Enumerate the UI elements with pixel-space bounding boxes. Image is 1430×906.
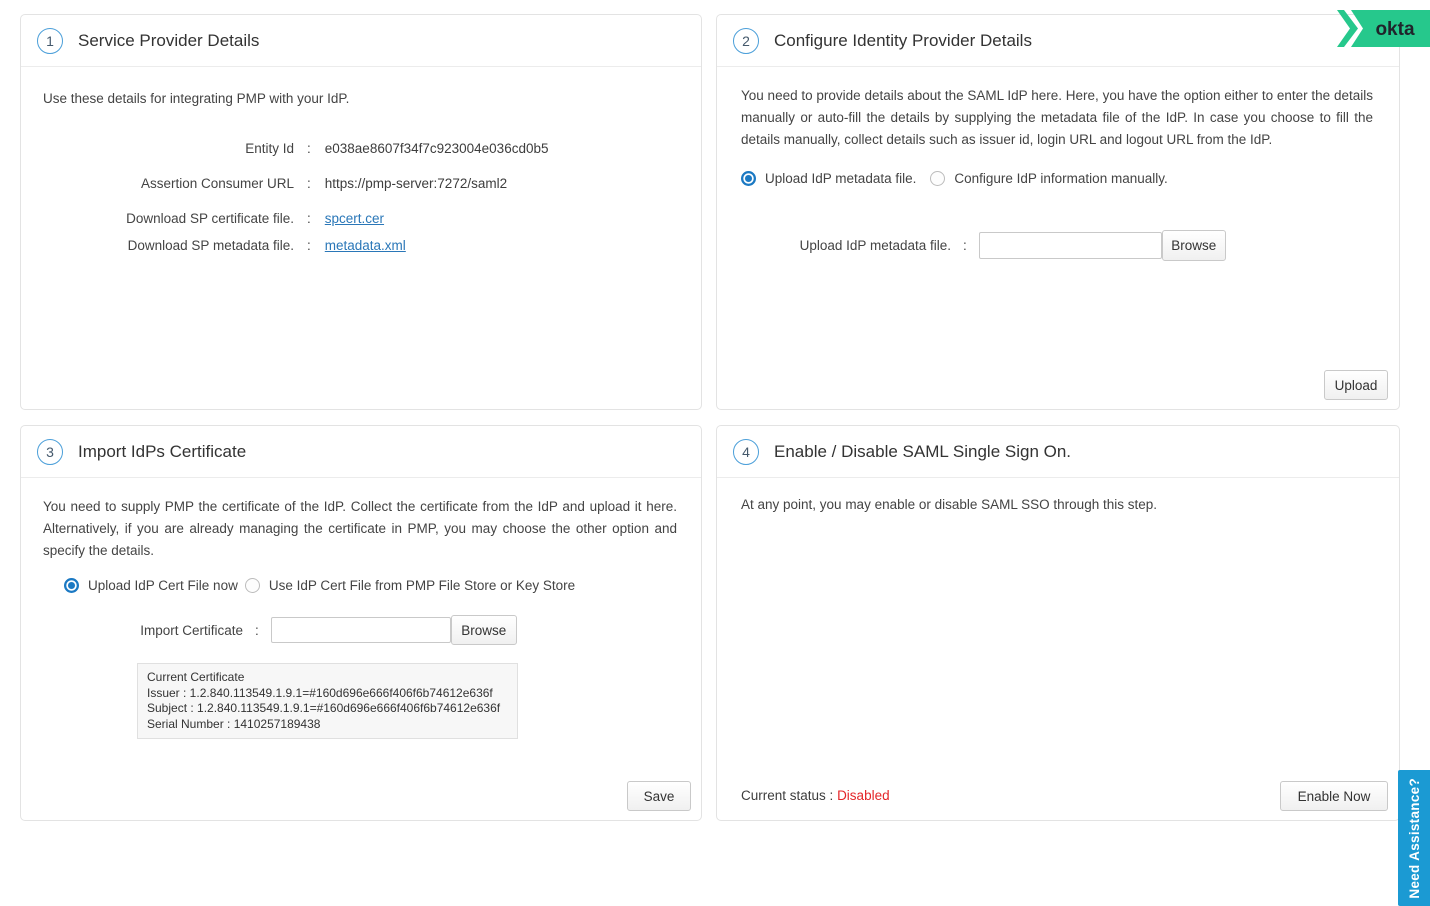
sp-detail-rows xyxy=(21,138,701,255)
step-number: 3 xyxy=(46,443,54,460)
import-certificate-browse-button[interactable]: Browse xyxy=(451,615,517,645)
sp-metadata-download-link[interactable]: metadata.xml xyxy=(324,237,406,253)
assertion-consumer-url-value: https://pmp-server:7272/saml2 xyxy=(324,175,508,191)
service-provider-panel xyxy=(20,14,702,410)
status-badge: Disabled xyxy=(837,788,890,803)
panel-header xyxy=(717,426,1399,478)
separator-colon: : xyxy=(307,140,311,156)
current-status-label: Current status : xyxy=(741,788,834,803)
idp-config-mode-radio-group xyxy=(741,171,1399,186)
step-number: 4 xyxy=(742,443,750,460)
upload-cert-file-radio-label[interactable]: Upload IdP Cert File now xyxy=(88,578,238,593)
upload-metadata-radio[interactable] xyxy=(741,171,756,186)
save-button[interactable]: Save xyxy=(627,781,691,811)
import-certificate-panel xyxy=(20,425,702,821)
okta-ribbon-shape xyxy=(1337,10,1430,47)
idp-metadata-browse-button[interactable]: Browse xyxy=(1162,230,1226,261)
separator-colon: : xyxy=(307,210,311,226)
enable-disable-sso-panel xyxy=(716,425,1400,821)
sp-certificate-row xyxy=(21,208,701,228)
panel-header xyxy=(21,15,701,67)
panel-header xyxy=(717,15,1399,67)
step-number-badge xyxy=(733,439,759,465)
step-number: 1 xyxy=(46,32,54,49)
entity-id-row xyxy=(21,138,701,158)
import-certificate-label: Import Certificate xyxy=(140,622,243,638)
okta-ribbon xyxy=(1337,10,1430,47)
certificate-subject: Subject : 1.2.840.113549.1.9.1=#160d696e666f406f6b74612e636f xyxy=(147,701,501,715)
upload-metadata-radio-label[interactable]: Upload IdP metadata file. xyxy=(765,171,917,186)
step-number-badge xyxy=(733,28,759,54)
entity-id-value: e038ae8607f34f7c923004e036cd0b5 xyxy=(324,140,549,156)
panel-title: Service Provider Details xyxy=(78,30,260,50)
panel-header xyxy=(21,426,701,478)
identity-provider-panel xyxy=(716,14,1400,410)
panel-title: Configure Identity Provider Details xyxy=(774,30,1032,50)
okta-logo-text: okta xyxy=(1375,19,1415,40)
use-cert-from-store-radio-label[interactable]: Use IdP Cert File from PMP File Store or Key Store xyxy=(268,578,576,593)
sp-metadata-row xyxy=(21,235,701,255)
panel-intro: At any point, you may enable or disable SAML SSO through this step. xyxy=(741,497,1157,512)
sp-certificate-label: Download SP certificate file. xyxy=(126,210,294,226)
sp-metadata-label: Download SP metadata file. xyxy=(127,237,294,253)
idp-metadata-file-input[interactable] xyxy=(979,232,1162,259)
separator-colon: : xyxy=(963,238,967,253)
enable-now-button[interactable]: Enable Now xyxy=(1280,781,1388,811)
step-number-badge xyxy=(37,28,63,54)
current-status-row xyxy=(741,788,890,803)
upload-cert-file-radio[interactable] xyxy=(64,578,79,593)
assertion-consumer-url-label: Assertion Consumer URL xyxy=(140,175,294,191)
step-number-badge xyxy=(37,439,63,465)
import-certificate-row xyxy=(21,615,701,645)
certificate-serial-number: Serial Number : 1410257189438 xyxy=(147,716,321,731)
assertion-consumer-url-row xyxy=(21,173,701,193)
panel-intro: Use these details for integrating PMP with your IdP. xyxy=(43,91,350,106)
idp-metadata-upload-row xyxy=(717,230,1399,261)
panel-intro: You need to provide details about the SAML IdP here. Here, you have the option either to enter the details manually or auto-fill the details by supplying the metadata file of the IdP. In case you choose to fill the details manually, collect details such as issuer id, login URL and logout URL from the IdP. xyxy=(741,88,1373,147)
configure-manually-radio-label[interactable]: Configure IdP information manually. xyxy=(954,171,1168,186)
sp-certificate-download-link[interactable]: spcert.cer xyxy=(324,210,385,226)
separator-colon: : xyxy=(307,237,311,253)
upload-button[interactable]: Upload xyxy=(1324,370,1388,400)
need-assistance-tab[interactable] xyxy=(1398,770,1430,906)
certificate-issuer: Issuer : 1.2.840.113549.1.9.1=#160d696e666f406f6b74612e636f xyxy=(147,685,493,700)
panel-intro: You need to supply PMP the certificate of the IdP. Collect the certificate from the IdP and upload it here. Alternatively, if you are already managing the certificate in PMP, you may choose the other option and specify the details. xyxy=(43,499,677,558)
separator-colon: : xyxy=(255,622,259,638)
cert-source-radio-group xyxy=(64,578,701,593)
panel-title: Import IdPs Certificate xyxy=(78,441,247,461)
import-certificate-file-input[interactable] xyxy=(271,617,451,643)
need-assistance-label: Need Assistance? xyxy=(1406,777,1422,899)
use-cert-from-store-radio[interactable] xyxy=(245,578,260,593)
current-certificate-box xyxy=(137,663,518,739)
idp-metadata-file-label: Upload IdP metadata file. xyxy=(799,238,951,253)
current-certificate-title: Current Certificate xyxy=(147,670,245,684)
separator-colon: : xyxy=(307,175,311,191)
entity-id-label: Entity Id xyxy=(245,140,294,156)
configure-manually-radio[interactable] xyxy=(930,171,945,186)
step-number: 2 xyxy=(742,32,750,49)
panel-title: Enable / Disable SAML Single Sign On. xyxy=(774,441,1072,461)
